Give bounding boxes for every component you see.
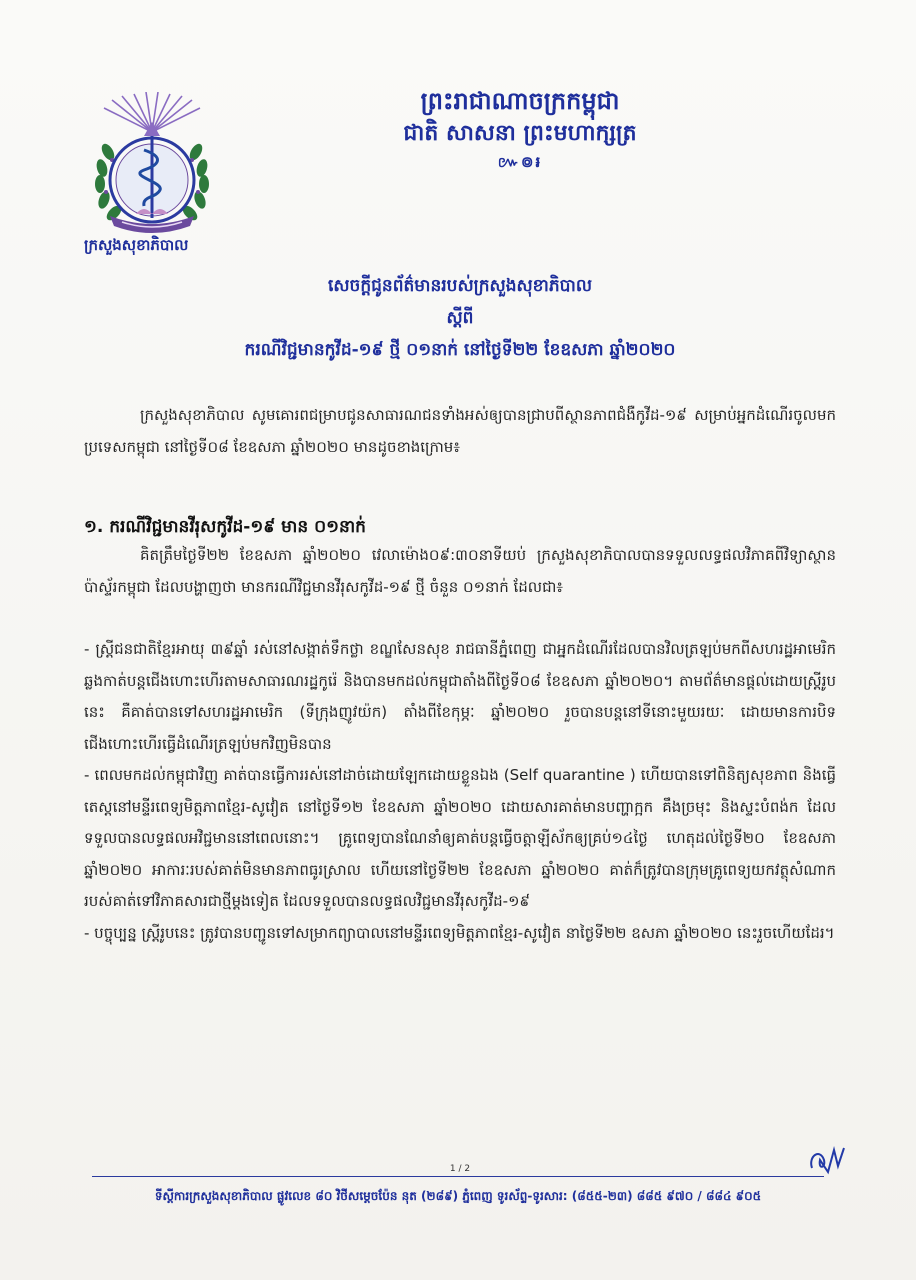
kingdom-heading bbox=[300, 84, 740, 174]
title-line-3: ករណីវិជ្ជមានកូវីដ-១៩ ថ្មី ០១នាក់ នៅថ្ងៃទី២២ ខែឧសភា ឆ្នាំ២០២០ bbox=[244, 340, 676, 360]
case-detail-item: - ពេលមកដល់កម្ពុជាវិញ គាត់បានធ្វើការរស់នៅដាច់ដោយឡែកដោយខ្លួនឯង (Self quarantine ) ហើយបានទៅពិនិត្យសុខភាព និងធ្វើតេស្តនៅមន្ទីរពេទ្យមិត្តភាពខ្មែរ-សូវៀត នៅថ្ងៃទី១២ ខែឧសភា ឆ្នាំ២០២០ ដោយសារគាត់មានបញ្ហាក្អក គឹងច្រមុះ និងស្ទះបំពង់ក ដែលទទួលបានលទ្ធផលអវិជ្ជមាននៅពេលនោះ។ គ្រូពេទ្យបានណែនាំឲ្យគាត់បន្តធ្វើចត្តាឡីស័កឲ្យគ្រប់១៤ថ្ងៃ ហេតុដល់ថ្ងៃទី២០ ខែឧសភា ឆ្នាំ២០២០ អាការៈរបស់គាត់មិនមានភាពធូរស្រាល ហើយនៅថ្ងៃទី២២ ខែឧសភា ឆ្នាំ២០២០ គាត់ក៏ត្រូវបានក្រុមគ្រូពេទ្យយកវត្ថុសំណាករបស់គាត់ទៅវិភាគសារជាថ្មីម្តងទៀត ដែលទទួលបានលទ្ធផលវិជ្ជមានវីរុសកូវីដ-១៩ bbox=[84, 766, 836, 910]
case-detail-item: - ស្ត្រីជនជាតិខ្មែរអាយុ ៣៩ឆ្នាំ រស់នៅសង្កាត់ទឹកថ្លា ខណ្ឌសែនសុខ រាជធានីភ្នំពេញ ជាអ្នកដំណើរដែលបានវិលត្រឡប់មកពីសហរដ្ឋអាមេរិក ឆ្លងកាត់បន្តជើងហោះហើរតាមសាធារណរដ្ឋកូរ៉េ និងបានមកដល់កម្ពុជាតាំងពីថ្ងៃទី០៨ ខែឧសភា ឆ្នាំ២០២០។ តាមព័ត៌មានផ្តល់ដោយស្ត្រីរូបនេះ គឺគាត់បានទៅសហរដ្ឋអាមេរិក (ទីក្រុងញូវយ៉ក) តាំងពីខែកុម្ភៈ ឆ្នាំ២០២០ រួចបានបន្តនៅទីនោះមួយរយៈ ដោយមានការបិទជើងហោះហើរធ្វើដំណើរត្រឡប់មកវិញមិនបាន bbox=[84, 640, 836, 753]
page-number: 1 / 2 bbox=[449, 1164, 471, 1174]
footer-divider bbox=[92, 1176, 824, 1177]
case-detail-item: - បច្ចុប្បន្ន ស្ត្រីរូបនេះ ត្រូវបានបញ្ជូនទៅសម្រាកព្យាបាលនៅមន្ទីរពេទ្យមិត្តភាពខ្មែរ-សូវៀត នាថ្ងៃទី២២ ឧសភា ឆ្នាំ២០២០ នេះរួចហើយដែរ។ bbox=[84, 923, 835, 942]
intro-paragraph: ក្រសួងសុខាភិបាល សូមគោរពជម្រាបជូនសាធារណជនទាំងអស់ឲ្យបានជ្រាបពីស្ថានភាពជំងឺកូវីដ-១៩ សម្រាប់អ្នកដំណើរចូលមកប្រទេសកម្ពុជា នៅថ្ងៃទី០៨ ខែឧសភា ឆ្នាំ២០២០ មានដូចខាងក្រោម៖ bbox=[84, 406, 836, 456]
kingdom-line-1: ព្រះរាជាណាចក្រកម្ពុជា bbox=[420, 87, 620, 115]
title-line-1: សេចក្តីជូនព័ត៌មានរបស់ក្រសួងសុខាភិបាល bbox=[327, 276, 593, 296]
case-details bbox=[84, 634, 836, 949]
document-title bbox=[120, 270, 800, 366]
section-1-heading: ១. ករណីវិជ្ជមានវីរុសកូវីដ-១៩ មាន ០១នាក់ bbox=[84, 517, 366, 537]
ministry-of-health-emblem bbox=[82, 92, 222, 242]
kingdom-line-2: ជាតិ សាសនា ព្រះមហាក្សត្រ bbox=[403, 121, 637, 146]
initials-signature bbox=[806, 1142, 852, 1176]
section-1-paragraph: គិតត្រឹមថ្ងៃទី២២ ខែឧសភា ឆ្នាំ២០២០ វេលាម៉ោង០៩:៣០នាទីយប់ ក្រសួងសុខាភិបាលបានទទួលលទ្ធផលវិភាគពីវិទ្យាស្ថានប៉ាស្ទ័រកម្ពុជា ដែលបង្ហាញថា មានករណីវិជ្ជមានវីរុសកូវីដ-១៩ ថ្មី ចំនួន ០១នាក់ ដែលជា៖ bbox=[84, 546, 836, 596]
ornament-divider: ៚៙៛ bbox=[497, 153, 543, 171]
footer-address: ទីស្តីការក្រសួងសុខាភិបាល ផ្លូវលេខ ៨០ វិថីសម្តេចប៉ែន នុត (២៨៩) ភ្នំពេញ ទូរស័ព្ទ-ទូរសារ: (៨៥៥-២៣) ៨៨៥ ៩៧០ / ៨៨៤ ៩០៥ bbox=[154, 1189, 762, 1203]
ministry-label: ក្រសួងសុខាភិបាល bbox=[84, 236, 189, 254]
title-line-2: ស្តីពី bbox=[446, 308, 474, 328]
